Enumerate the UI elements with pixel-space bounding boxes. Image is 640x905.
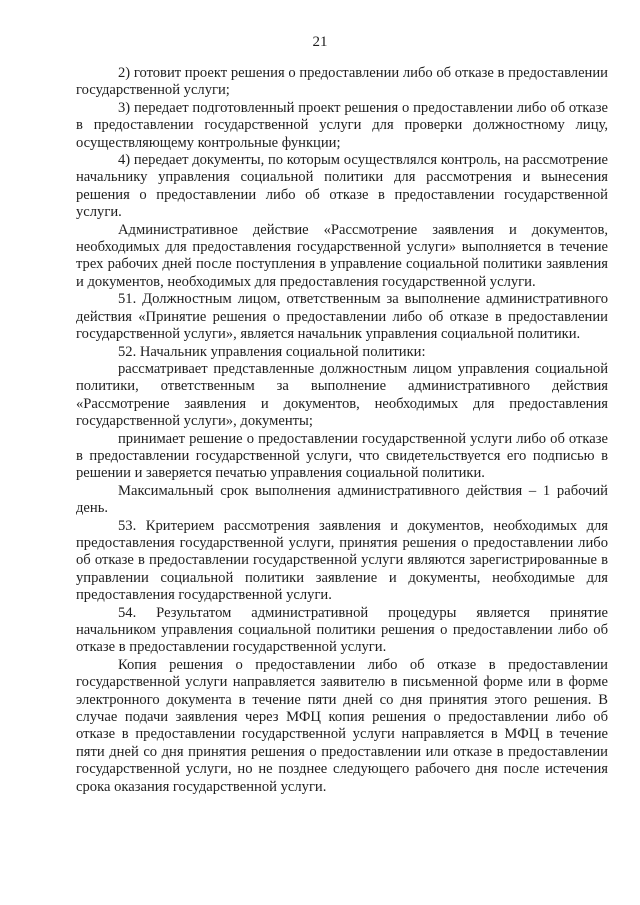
paragraph-item-3: 3) передает подготовленный проект решения о предоставлении либо об отказе в предоставлении государственной услуги для проверки должностному лицу, осуществляющему контрольные функции; [76,99,608,151]
paragraph-action-duration: Административное действие «Рассмотрение заявления и документов, необходимых для предоставления государственной услуги» выполняется в течение трех рабочих дней после поступления в управление социальной политики заявления и документов, необходимых для предоставления государственной услуги. [76,221,608,290]
paragraph-clause-53: 53. Критерием рассмотрения заявления и документов, необходимых для предоставления государственной услуги, принятия решения о предоставлении либо об отказе в предоставлении государственной услуги являются зарегистрированные в управлении социальной политики заявление и документы, необходимые для предоставления государственной услуги. [76,517,608,604]
paragraph-clause-51: 51. Должностным лицом, ответственным за выполнение административного действия «Принятие решения о предоставлении либо об отказе в предоставлении государственной услуги», является начальник управления социальной политики. [76,291,608,343]
paragraph-clause-52: 52. Начальник управления социальной политики: [118,343,426,360]
document-body [76,65,608,796]
paragraph-item-2: 2) готовит проект решения о предоставлении либо об отказе в предоставлении государственной услуги; [76,65,608,99]
paragraph-item-4: 4) передает документы, по которым осуществлялся контроль, на рассмотрение начальнику управления социальной политики для рассмотрения и вынесения решения о предоставлении либо об отказе в предоставлении государственной услуги. [76,152,608,221]
paragraph-copy-of-decision: Копия решения о предоставлении либо об отказе в предоставлении государственной услуги направляется заявителю в письменной форме или в форме электронного документа в течение пяти дней со дня принятия этого решения. В случае подачи заявления через МФЦ копия решения о предоставлении либо об отказе в предоставлении государственной услуги направляется в МФЦ в течение пяти дней со дня принятия решения о предоставлении или отказе в предоставлении государственной услуги, но не позднее следующего рабочего дня после истечения срока оказания государственной услуги. [76,656,608,795]
paragraph-clause-54: 54. Результатом административной процедуры является принятие начальником управления социальной политики решения о предоставлении либо об отказе в предоставлении государственной услуги. [76,604,608,656]
paragraph-reviews-documents: рассматривает представленные должностным лицом управления социальной политики, ответственным за выполнение административного действия «Рассмотрение заявления и документов, необходимых для предоставления государственной услуги», документы; [76,360,608,430]
page-number: 21 [312,34,328,50]
paragraph-max-duration: Максимальный срок выполнения административного действия – 1 рабочий день. [76,482,608,517]
paragraph-makes-decision: принимает решение о предоставлении государственной услуги либо об отказе в предоставлении государственной услуги, что свидетельствуется его подписью в решении и заверяется печатью управления социальной политики. [76,430,608,482]
